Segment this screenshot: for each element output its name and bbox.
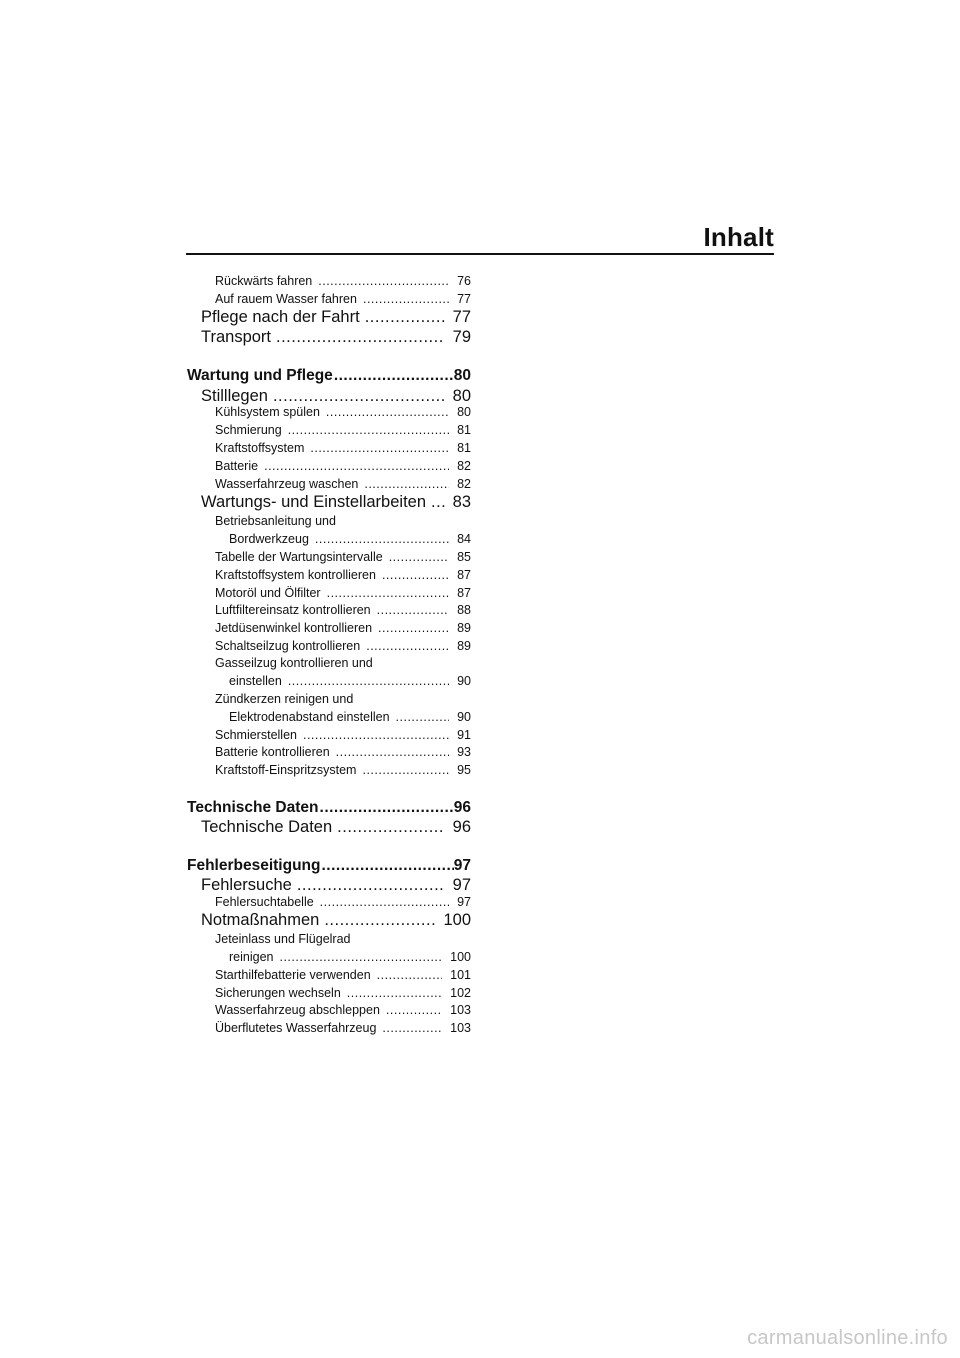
toc-entry[interactable]: Notmaßnahmen ..... 100	[201, 911, 471, 930]
toc-entry[interactable]: Rückwärts fahren ..... 76	[215, 274, 471, 288]
page-title: Inhalt	[703, 222, 774, 252]
toc-entry[interactable]: einstellen ..... 90	[229, 674, 471, 688]
toc-entry[interactable]: Wartungs- und Einstellarbeiten ..... 83	[201, 493, 471, 512]
toc-entry[interactable]: Fehlersuchtabelle ..... 97	[215, 895, 471, 909]
toc-entry-continued[interactable]: Betriebsanleitung und	[215, 514, 336, 528]
toc-entry[interactable]: Tabelle der Wartungsintervalle ..... 85	[215, 550, 471, 564]
toc-entry[interactable]: Bordwerkzeug ..... 84	[229, 532, 471, 546]
toc-entry[interactable]: Motoröl und Ölfilter ..... 87	[215, 586, 471, 600]
toc-entry[interactable]: Wasserfahrzeug abschleppen ..... 103	[215, 1003, 471, 1017]
toc-entry[interactable]: Stilllegen ..... 80	[201, 387, 471, 406]
toc-entry[interactable]: Technische Daten ..... 96	[201, 818, 471, 837]
toc-entry[interactable]: Wartung und Pflege ..... 80	[187, 367, 471, 385]
toc-entry[interactable]: Kraftstoffsystem kontrollieren ..... 87	[215, 568, 471, 582]
toc-entry[interactable]: Fehlerbeseitigung ..... 97	[187, 857, 471, 875]
toc-entry[interactable]: Überflutetes Wasserfahrzeug ..... 103	[215, 1021, 471, 1035]
toc-entry[interactable]: Wasserfahrzeug waschen ..... 82	[215, 477, 471, 491]
toc-entry[interactable]: Batterie kontrollieren ..... 93	[215, 745, 471, 759]
toc-entry[interactable]: reinigen ..... 100	[229, 950, 471, 964]
toc-entry[interactable]: Starthilfebatterie verwenden ..... 101	[215, 968, 471, 982]
toc-entry[interactable]: Pflege nach der Fahrt ..... 77	[201, 308, 471, 327]
toc-entry[interactable]: Fehlersuche ..... 97	[201, 876, 471, 895]
toc-entry[interactable]: Kühlsystem spülen ..... 80	[215, 405, 471, 419]
watermark: carmanualsonline.info	[747, 1327, 948, 1349]
toc-entry[interactable]: Luftfiltereinsatz kontrollieren ..... 88	[215, 603, 471, 617]
toc-entry[interactable]: Elektrodenabstand einstellen ..... 90	[229, 710, 471, 724]
toc-entry[interactable]: Kraftstoff-Einspritzsystem ..... 95	[215, 763, 471, 777]
toc-entry-continued[interactable]: Jeteinlass und Flügelrad	[215, 932, 351, 946]
title-rule	[186, 253, 774, 255]
toc-entry[interactable]: Technische Daten ..... 96	[187, 799, 471, 817]
toc-entry[interactable]: Schaltseilzug kontrollieren ..... 89	[215, 639, 471, 653]
toc-entry-continued[interactable]: Gasseilzug kontrollieren und	[215, 656, 373, 670]
toc-entry[interactable]: Transport ..... 79	[201, 328, 471, 347]
toc-entry[interactable]: Schmierung ..... 81	[215, 423, 471, 437]
toc-entry[interactable]: Auf rauem Wasser fahren ..... 77	[215, 292, 471, 306]
toc-entry[interactable]: Sicherungen wechseln ..... 102	[215, 986, 471, 1000]
toc-entry[interactable]: Schmierstellen ..... 91	[215, 728, 471, 742]
toc-entry[interactable]: Jetdüsenwinkel kontrollieren ..... 89	[215, 621, 471, 635]
toc-entry[interactable]: Kraftstoffsystem ..... 81	[215, 441, 471, 455]
toc-entry[interactable]: Batterie ..... 82	[215, 459, 471, 473]
toc-entry-continued[interactable]: Zündkerzen reinigen und	[215, 692, 354, 706]
